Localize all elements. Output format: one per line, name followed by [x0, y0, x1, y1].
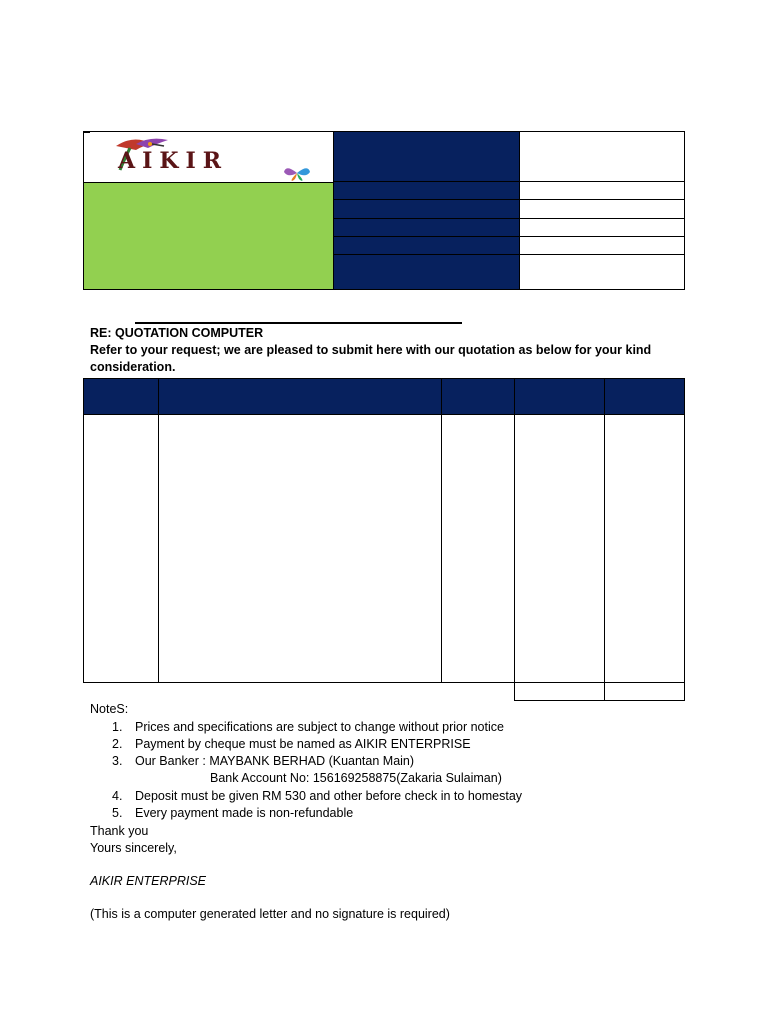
header-label-column — [333, 132, 520, 289]
note-number: 1. — [112, 720, 123, 734]
recipient-line — [135, 322, 462, 324]
intro-line-1: Refer to your request; we are pleased to submit here with our quotation as below for your kind — [90, 343, 652, 357]
subject-line: RE: QUOTATION COMPUTER — [90, 326, 264, 340]
note-text: Prices and specifications are subject to change without prior notice — [135, 720, 504, 734]
quotation-table-header — [83, 378, 685, 415]
intro-paragraph — [90, 342, 680, 376]
thanks-line: Thank you — [90, 824, 149, 838]
note-text: Every payment made is non-refundable — [135, 806, 354, 820]
company-signature: AIKIR ENTERPRISE — [90, 874, 206, 888]
note-text: Deposit must be given RM 530 and other before check in to homestay — [135, 789, 523, 803]
note-number: 3. — [112, 754, 123, 768]
bank-account: Bank Account No: 156169258875(Zakaria Sulaiman) — [210, 771, 502, 785]
regards-line: Yours sincerely, — [90, 841, 177, 855]
header-value-column — [520, 132, 684, 289]
disclaimer: (This is a computer generated letter and no signature is required) — [90, 907, 450, 921]
total-row — [514, 682, 685, 701]
logo-text: AIKIR — [118, 148, 229, 174]
quotation-table-body — [83, 414, 685, 683]
note-text: Our Banker : MAYBANK BERHAD (Kuantan Main) — [135, 754, 415, 768]
note-number: 2. — [112, 737, 123, 751]
note-number: 4. — [112, 789, 123, 803]
note-text: Payment by cheque must be named as AIKIR ENTERPRISE — [135, 737, 471, 751]
logo — [84, 132, 333, 182]
note-number: 5. — [112, 806, 123, 820]
butterfly-icon — [282, 164, 312, 182]
address-panel — [84, 182, 333, 289]
notes-heading: NoteS: — [90, 702, 129, 716]
intro-line-2: consideration. — [90, 360, 176, 374]
